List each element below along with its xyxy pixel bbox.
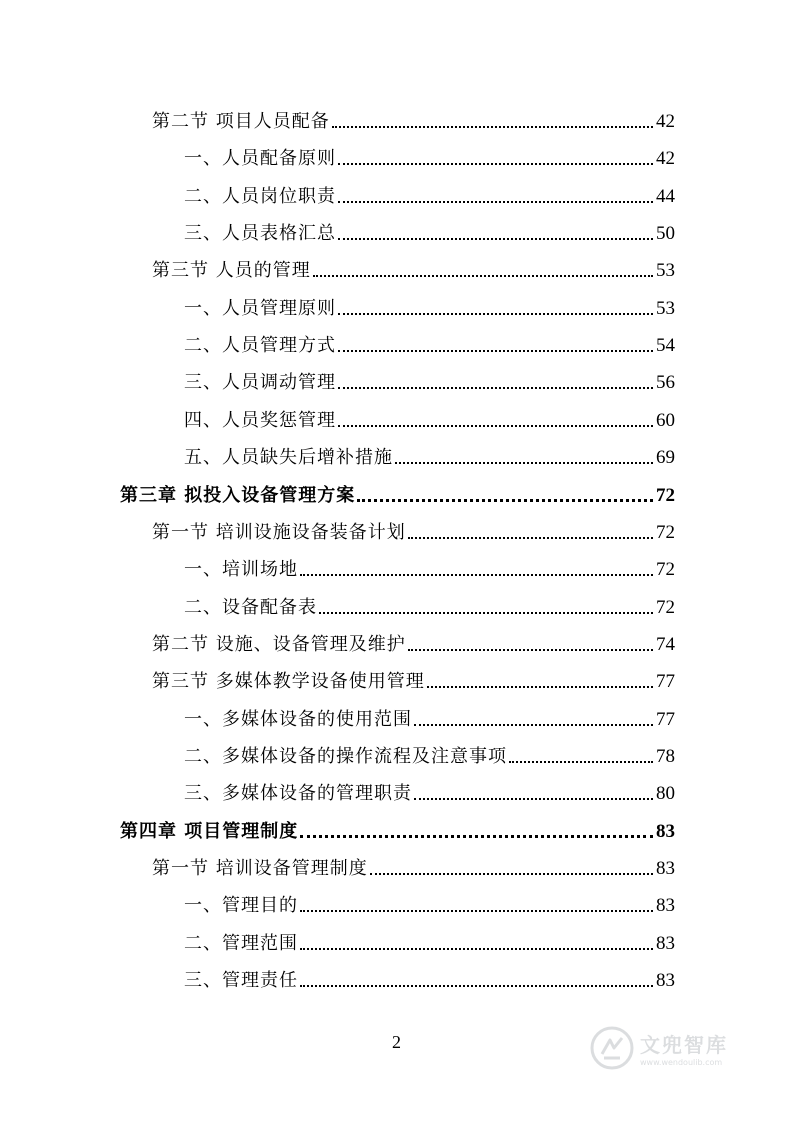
- toc-entry-label: 一、人员管理原则: [184, 297, 336, 319]
- toc-section-row[interactable]: [152, 665, 675, 693]
- toc-page-number: 72: [656, 484, 675, 506]
- toc-page-number: 72: [656, 559, 675, 581]
- toc-item-row[interactable]: [184, 329, 675, 357]
- toc-dot-leader: [395, 461, 653, 464]
- toc-entry-label: 三、多媒体设备的管理职责: [184, 783, 412, 805]
- toc-dot-leader: [509, 760, 653, 763]
- toc-page-number: 44: [656, 185, 675, 207]
- watermark-title: 文兜智库: [640, 1033, 728, 1057]
- toc-dot-leader: [313, 274, 653, 277]
- toc-page-number: 56: [656, 372, 675, 394]
- toc-dot-leader: [319, 611, 653, 614]
- toc-dot-leader: [300, 984, 653, 987]
- toc-item-row[interactable]: [184, 964, 675, 992]
- toc-page-number: 53: [656, 297, 675, 319]
- toc-entry-label: 第三章 拟投入设备管理方案: [120, 484, 356, 506]
- toc-entry-label: 四、人员奖惩管理: [184, 409, 336, 431]
- toc-dot-leader: [414, 797, 653, 800]
- toc-item-row[interactable]: [184, 180, 675, 208]
- wendou-logo-icon: [590, 1026, 634, 1070]
- toc-dot-leader: [300, 909, 653, 912]
- page-number: 2: [392, 1032, 401, 1052]
- toc-section-row[interactable]: [152, 254, 675, 282]
- toc-item-row[interactable]: [184, 366, 675, 394]
- watermark: [590, 1018, 770, 1078]
- toc-page-number: 77: [656, 671, 675, 693]
- toc-page-number: 83: [656, 932, 675, 954]
- toc-entry-label: 第二节 项目人员配备: [152, 111, 330, 132]
- toc-entry-label: 第一节 培训设备管理制度: [152, 858, 368, 879]
- toc-entry-label: 二、人员管理方式: [184, 335, 336, 357]
- toc-page-number: 50: [656, 223, 675, 245]
- toc-dot-leader: [370, 872, 653, 875]
- toc-page-number: 53: [656, 260, 675, 282]
- toc-item-row[interactable]: [184, 591, 675, 619]
- toc-dot-leader: [338, 162, 653, 165]
- toc-entry-label: 第一节 培训设施设备装备计划: [152, 521, 406, 543]
- toc-entry-label: 二、设备配备表: [184, 596, 317, 618]
- toc-page-number: 78: [656, 745, 675, 767]
- toc-dot-leader: [332, 125, 653, 128]
- toc-entry-label: 第三节 多媒体教学设备使用管理: [152, 671, 425, 693]
- toc-entry-label: 二、管理范围: [184, 932, 298, 954]
- toc-page-number: 72: [656, 596, 675, 618]
- toc-item-row[interactable]: [184, 703, 675, 731]
- toc-entry-label: 一、人员配备原则: [184, 148, 336, 170]
- toc-page-number: 72: [656, 521, 675, 543]
- toc-dot-leader: [427, 685, 653, 688]
- toc-entry-label: 第四章 项目管理制度: [120, 820, 299, 842]
- toc-page-number: 42: [656, 148, 675, 170]
- toc-dot-leader: [338, 349, 653, 352]
- toc-item-row[interactable]: [184, 441, 675, 469]
- toc-item-row[interactable]: [184, 404, 675, 432]
- toc-chapter-row[interactable]: [120, 815, 675, 843]
- toc-page-number: 83: [656, 895, 675, 917]
- toc-entry-label: 三、管理责任: [184, 970, 298, 992]
- toc-page-number: 54: [656, 335, 675, 357]
- toc-item-row[interactable]: [184, 553, 675, 581]
- toc-entry-label: 二、多媒体设备的操作流程及注意事项: [184, 745, 507, 767]
- toc-item-row[interactable]: [184, 740, 675, 768]
- toc-entry-label: 五、人员缺失后增补措施: [184, 447, 393, 469]
- toc-entry-label: 一、培训场地: [184, 559, 298, 581]
- toc-dot-leader: [338, 386, 653, 389]
- toc-dot-leader: [408, 648, 653, 651]
- toc-dot-leader: [338, 200, 653, 203]
- toc-page-number: 77: [656, 708, 675, 730]
- toc-dot-leader: [338, 312, 653, 315]
- toc-page-number: 83: [656, 820, 675, 842]
- toc-page-number: 83: [656, 858, 675, 879]
- toc-entry-label: 三、人员调动管理: [184, 372, 336, 394]
- toc-item-row[interactable]: [184, 292, 675, 320]
- toc-dot-leader: [408, 536, 653, 539]
- toc-page-number: 42: [656, 111, 675, 132]
- toc-chapter-row[interactable]: [120, 479, 675, 507]
- toc-dot-leader: [357, 498, 653, 502]
- toc-dot-leader: [300, 834, 653, 838]
- toc-page-number: 60: [656, 409, 675, 431]
- toc-page-number: 83: [656, 970, 675, 992]
- watermark-url: www.wendoulib.com: [640, 1058, 723, 1067]
- toc-entry-label: 第三节 人员的管理: [152, 260, 311, 282]
- toc-dot-leader: [414, 723, 653, 726]
- toc-dot-leader: [300, 947, 653, 950]
- toc-entry-label: 三、人员表格汇总: [184, 223, 336, 245]
- toc-item-row[interactable]: [184, 777, 675, 805]
- toc-section-row[interactable]: [152, 105, 675, 133]
- toc-dot-leader: [338, 237, 653, 240]
- toc-dot-leader: [300, 573, 653, 576]
- toc-dot-leader: [338, 424, 653, 427]
- toc-item-row[interactable]: [184, 889, 675, 917]
- toc-entry-label: 一、多媒体设备的使用范围: [184, 708, 412, 730]
- toc-page-number: 80: [656, 783, 675, 805]
- toc-entry-label: 一、管理目的: [184, 895, 298, 917]
- toc-section-row[interactable]: [152, 628, 675, 656]
- toc-page-number: 69: [656, 447, 675, 469]
- toc-item-row[interactable]: [184, 927, 675, 955]
- toc-item-row[interactable]: [184, 142, 675, 170]
- toc-section-row[interactable]: [152, 852, 675, 880]
- toc-item-row[interactable]: [184, 217, 675, 245]
- toc-page-number: 74: [656, 633, 675, 655]
- toc-section-row[interactable]: [152, 516, 675, 544]
- toc-entry-label: 二、人员岗位职责: [184, 185, 336, 207]
- toc-entry-label: 第二节 设施、设备管理及维护: [152, 633, 406, 655]
